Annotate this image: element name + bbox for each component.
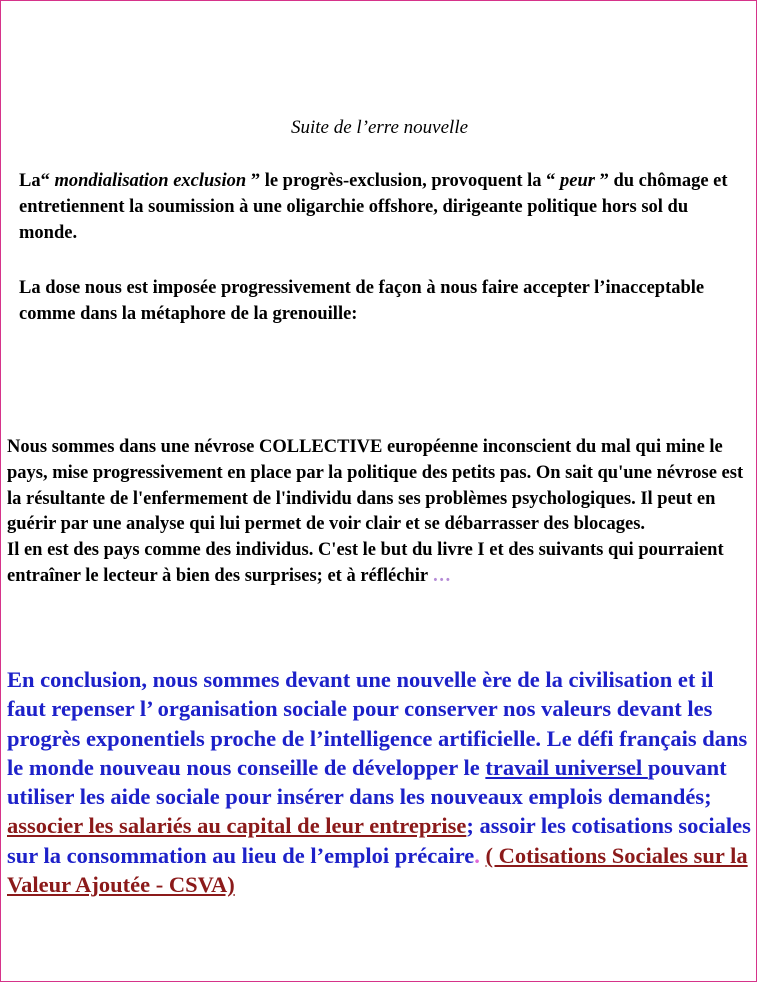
para-a-emphasis-2: peur: [560, 171, 595, 191]
paragraph-nevrose: [7, 435, 755, 590]
travail-universel-link[interactable]: travail universel: [485, 754, 648, 780]
para-a-text-1: La“: [19, 171, 55, 191]
para-d-dot: .: [474, 842, 486, 868]
csva-link[interactable]: ( Cotisations Sociales sur la Valeur Ajoutée - CSVA): [7, 842, 748, 898]
para-a-text-2: ” le progrès-exclusion, provoquent la “: [250, 171, 561, 191]
para-d-text-2: pouvant utiliser les aide sociale pour insérer dans les nouveaux emplois demandés;: [7, 754, 727, 810]
para-c-ellipsis: …: [432, 565, 451, 586]
para-c-text-2: Il en est des pays comme des individus. C'est le but du livre I et des suivants qui pourraient entraîner le lecteur à bien des surprises; et à réfléchir: [7, 540, 724, 586]
para-c-text-1: Nous sommes dans une névrose COLLECTIVE européenne inconscient du mal qui mine le pays, mise progressivement en place par la politique des petits pas. On sait qu'une névrose est la résultante de l'enfermement de l'individu dans ses problèmes psychologiques. Il peut en guérir par une analyse qui lui permet de voir clair et se débarrasser des blocages.: [7, 437, 744, 535]
subtitle: Suite de l’erre nouvelle: [290, 117, 469, 138]
para-a-text-3: ” du chômage et entretiennent la soumission à une oligarchie offshore, dirigeante politique hors sol du monde.: [19, 171, 728, 243]
paragraph-dose: La dose nous est imposée progressivement de façon à nous faire accepter l’inacceptable comme dans la métaphore de la grenouille:: [19, 278, 705, 324]
paragraph-conclusion: [7, 665, 755, 899]
associer-salaries-link[interactable]: associer les salariés au capital de leur entreprise: [7, 813, 467, 839]
para-d-text-1: En conclusion, nous sommes devant une nouvelle ère de la civilisation et il faut repenser l’ organisation sociale pour conserver nos valeurs devant les progrès exponentiels proche de l’intelligence artificielle. Le défi français dans le monde nouveau nous conseille de développer le: [7, 667, 748, 780]
para-d-text-3: ; assoir les cotisations sociales sur la consommation au lieu de l’emploi précaire: [7, 813, 751, 868]
paragraph-mondialisation: [19, 168, 749, 246]
para-a-emphasis-1: mondialisation exclusion: [54, 171, 251, 191]
